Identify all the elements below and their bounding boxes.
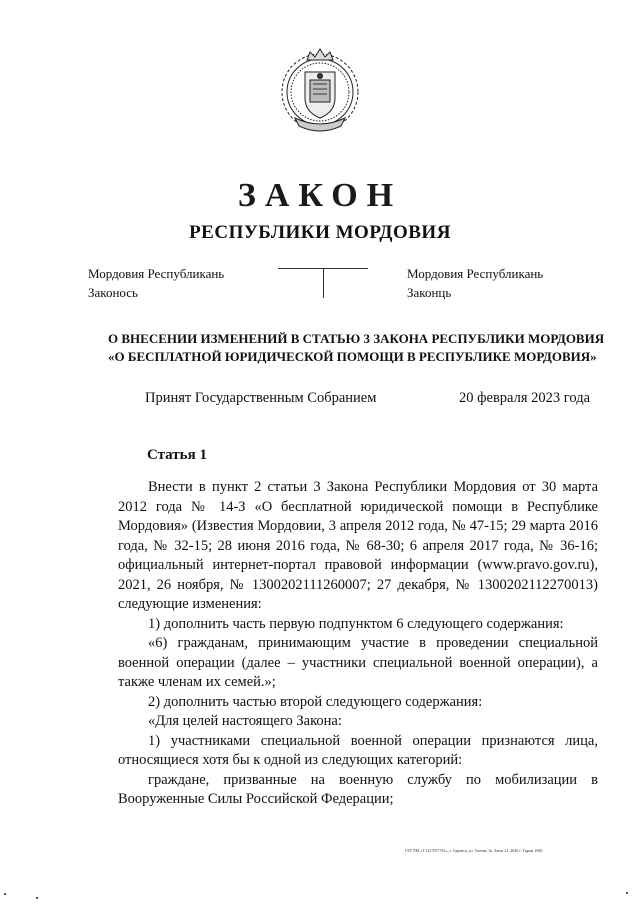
article-body bbox=[118, 478, 598, 810]
adopted-date: 20 февраля 2023 года bbox=[459, 390, 591, 406]
scan-speck bbox=[626, 892, 628, 894]
law-heading bbox=[108, 330, 608, 366]
left-caption-line2: Законось bbox=[88, 285, 138, 300]
header-divider-vertical bbox=[323, 268, 324, 298]
heading-line2: «О БЕСПЛАТНОЙ ЮРИДИЧЕСКОЙ ПОМОЩИ В РЕСПУБЛИКЕ МОРДОВИЯ» bbox=[108, 349, 597, 364]
right-caption-line1: Мордовия Республикань bbox=[407, 266, 544, 281]
mordovia-coat-of-arms-icon bbox=[277, 46, 363, 136]
paragraph: 2) дополнить частью второй следующего содержания: bbox=[148, 693, 483, 710]
left-caption-line1: Мордовия Республикань bbox=[88, 266, 225, 281]
scan-speck bbox=[36, 897, 38, 899]
paragraph: граждане, призванные на военную службу по мобилизации в Вооруженные Силы Российской Федерации; bbox=[118, 771, 598, 807]
left-language-caption bbox=[88, 264, 224, 302]
paragraph: 1) участниками специальной военной операции признаются лица, относящиеся хотя бы к одной из следующих категорий: bbox=[118, 732, 598, 768]
article-title: Статья 1 bbox=[147, 447, 207, 463]
republic-title: РЕСПУБЛИКИ МОРДОВИЯ bbox=[189, 222, 451, 243]
heading-line1: О ВНЕСЕНИИ ИЗМЕНЕНИЙ В СТАТЬЮ 3 ЗАКОНА РЕСПУБЛИКИ МОРДОВИЯ bbox=[108, 331, 605, 346]
right-language-caption bbox=[407, 264, 543, 302]
paragraph: «6) гражданам, принимающим участие в проведении специальной военной операции (далее – участники специальной военной операции), а также членам их семей.»; bbox=[118, 635, 598, 690]
adopted-by: Принят Государственным Собранием bbox=[145, 390, 377, 406]
paragraph: Внести в пункт 2 статьи 3 Закона Республики Мордовия от 30 марта 2012 года № 14-З «О бесплатной юридической помощи в Республике Мордовия» (Известия Мордовии, 3 апреля 2012 года, № 47-15; 29 марта 2016 года, № 32-15; 28 июня 2016 года, № 68-30; 6 апреля 2017 года, № 36-16; официальный интернет-портал правовой информации (www.pravo.gov.ru), 2021, 26 ноября, № 1300202111260007; 27 декабря, № 1300202112270013) следующие изменения: bbox=[118, 479, 598, 612]
scan-speck bbox=[4, 893, 6, 895]
paragraph: «Для целей настоящего Закона: bbox=[148, 713, 342, 729]
printer-imprint: ГБУ РМ «Т 1227017761», г. Саранск, ул. Титова, 3а. Заказ 21. 2020 г. Тираж 1000 bbox=[405, 848, 543, 853]
right-caption-line2: Законць bbox=[407, 285, 452, 300]
paragraph: 1) дополнить часть первую подпунктом 6 следующего содержания: bbox=[148, 615, 564, 632]
law-title: ЗАКОН bbox=[237, 177, 403, 214]
